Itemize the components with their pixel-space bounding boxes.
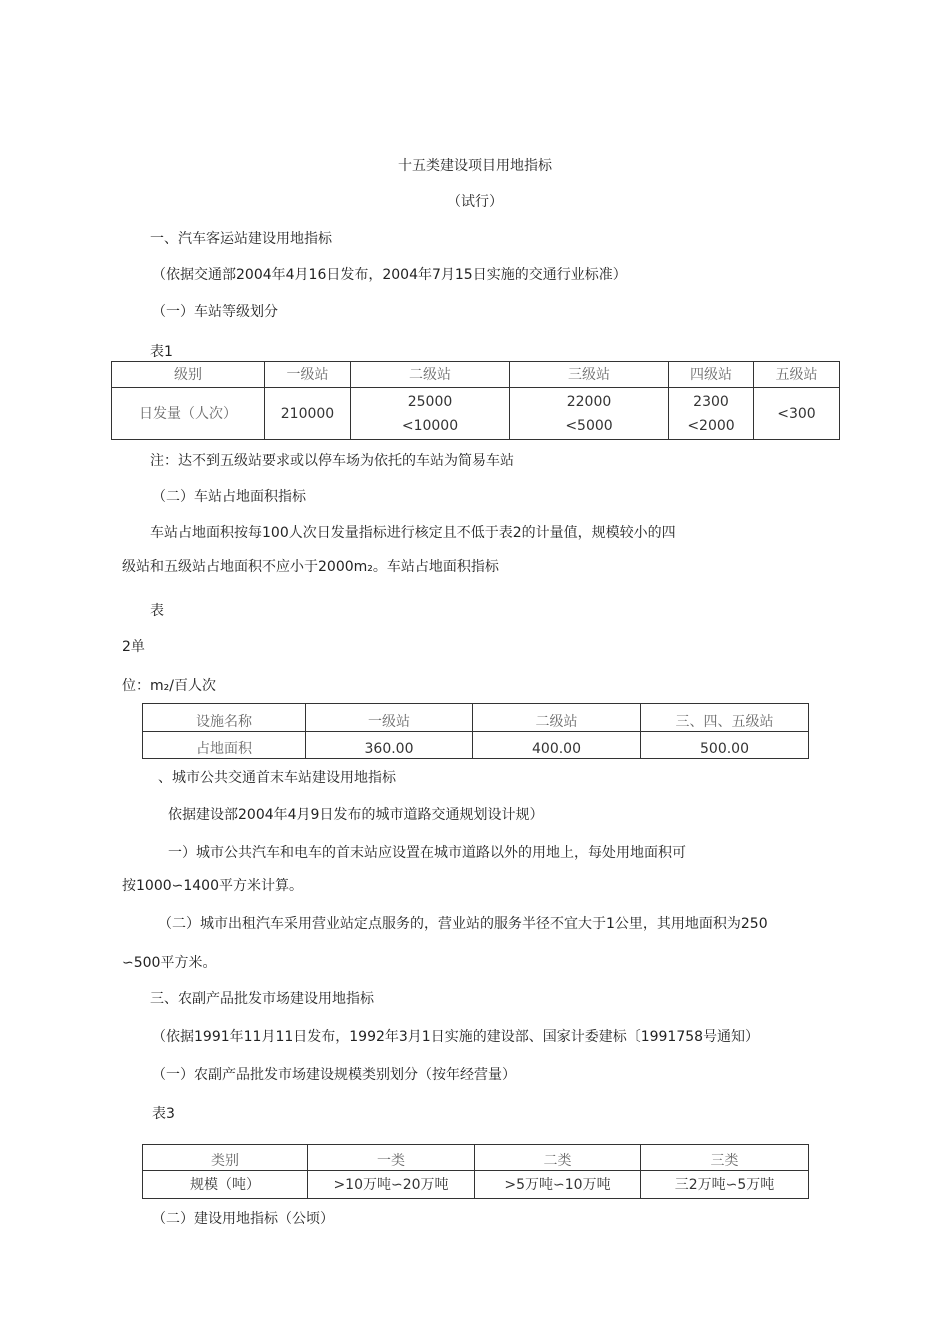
table-1-cell (669, 388, 754, 440)
paragraph-line: 按1000∽1400平方米计算。 (122, 878, 303, 894)
table-2-label: 2单 (122, 639, 145, 655)
table-2-unit: 位：m₂/百人次 (122, 678, 216, 694)
section-1-heading: 一、汽车客运站建设用地指标 (150, 231, 332, 247)
page-subtitle: （试行） (447, 194, 503, 210)
table-1 (111, 361, 840, 440)
section-3-basis: （依据1991年11月11日发布，1992年3月1日实施的建设部、国家计委建标〔1991758号通知） (152, 1029, 760, 1045)
section-3-subheading-2: （二）建设用地指标（公顷） (152, 1211, 334, 1227)
table-2-header-cell: 一级站 (306, 704, 473, 732)
table-1-cell: <300 (754, 388, 840, 440)
table-3-row (143, 1171, 809, 1199)
table-3-header-cell: 三类 (641, 1145, 809, 1171)
table-3-header-cell: 一类 (308, 1145, 475, 1171)
table-2 (142, 703, 809, 759)
table-3-header-cell: 类别 (143, 1145, 308, 1171)
table-3-header-cell: 二类 (475, 1145, 641, 1171)
table-1-header-cell: 三级站 (510, 362, 669, 388)
table-1-header-cell: 五级站 (754, 362, 840, 388)
table-2-header-cell: 二级站 (473, 704, 641, 732)
section-1-subheading-1: （一）车站等级划分 (152, 304, 278, 320)
page-title: 十五类建设项目用地指标 (398, 158, 552, 174)
table-1-header-cell: 级别 (112, 362, 265, 388)
table-1-cell-value: <5000 (565, 417, 613, 434)
table-1-label: 表1 (150, 344, 173, 360)
table-1-cell-value: 2300 (693, 393, 729, 410)
table-3-label: 表3 (152, 1106, 175, 1122)
paragraph-line: （二）城市出租汽车采用营业站定点服务的，营业站的服务半径不宜大于1公里，其用地面积为250 (158, 916, 768, 932)
table-3-cell: 三2万吨∽5万吨 (641, 1171, 809, 1199)
section-1-basis: （依据交通部2004年4月16日发布，2004年7月15日实施的交通行业标准） (152, 267, 627, 283)
section-3-heading: 三、农副产品批发市场建设用地指标 (150, 991, 374, 1007)
table-2-cell: 500.00 (641, 732, 809, 759)
table-2-row (143, 732, 809, 759)
table-1-cell-value: 22000 (566, 393, 612, 410)
section-3-subheading-1: （一）农副产品批发市场建设规模类别划分（按年经营量） (152, 1067, 516, 1083)
paragraph-line: 级站和五级站占地面积不应小于2000m₂。车站占地面积指标 (122, 559, 499, 575)
table-3-header-row (143, 1145, 809, 1171)
table-3-cell: 规模（吨） (143, 1171, 308, 1199)
paragraph-line: 一）城市公共汽车和电车的首末站应设置在城市道路以外的用地上，每处用地面积可 (168, 845, 686, 861)
table-3-cell: >10万吨∽20万吨 (308, 1171, 475, 1199)
table-1-row (112, 388, 840, 440)
table-3 (142, 1144, 809, 1199)
table-1-cell: 210000 (265, 388, 351, 440)
table-1-cell (351, 388, 510, 440)
table-2-header-cell: 设施名称 (143, 704, 306, 732)
table-2-cell: 占地面积 (143, 732, 306, 759)
paragraph-line: 车站占地面积按每100人次日发量指标进行核定且不低于表2的计量值，规模较小的四 (150, 525, 676, 541)
table-1-note: 注：达不到五级站要求或以停车场为依托的车站为简易车站 (150, 453, 514, 469)
table-1-cell-value: <2000 (687, 417, 735, 434)
table-1-row-label: 日发量（人次） (112, 388, 265, 440)
table-2-cell: 360.00 (306, 732, 473, 759)
table-2-label: 表 (150, 603, 164, 619)
table-3-cell: >5万吨∽10万吨 (475, 1171, 641, 1199)
table-1-cell-value: 25000 (407, 393, 453, 410)
table-1-header-cell: 一级站 (265, 362, 351, 388)
table-2-header-row (143, 704, 809, 732)
table-1-header-row (112, 362, 840, 388)
table-1-cell (510, 388, 669, 440)
paragraph-line: ∽500平方米。 (122, 955, 217, 971)
table-1-cell-value: <10000 (401, 417, 459, 434)
table-2-cell: 400.00 (473, 732, 641, 759)
table-2-header-cell: 三、四、五级站 (641, 704, 809, 732)
section-1-subheading-2: （二）车站占地面积指标 (152, 489, 306, 505)
table-1-header-cell: 二级站 (351, 362, 510, 388)
table-1-header-cell: 四级站 (669, 362, 754, 388)
section-2-basis: 依据建设部2004年4月9日发布的城市道路交通规划设计规） (168, 807, 544, 823)
section-2-heading: 、城市公共交通首末车站建设用地指标 (158, 770, 396, 786)
